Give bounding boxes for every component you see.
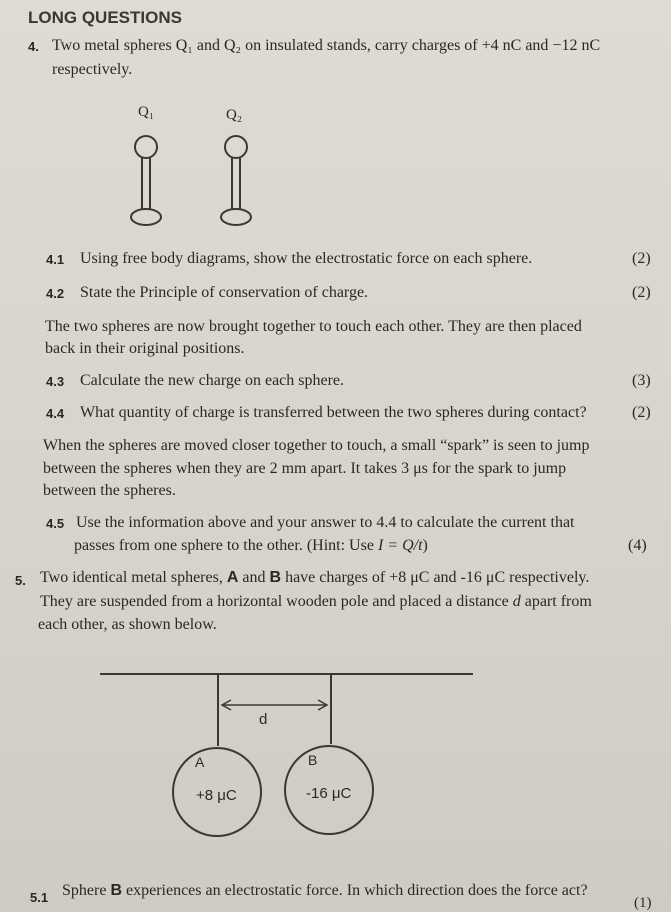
question-4-4-text: What quantity of charge is transferred between the two spheres during contact? bbox=[80, 404, 587, 421]
sphere-b-charge: -16 μC bbox=[306, 785, 352, 802]
sphere-q1-label: Q₁ bbox=[138, 104, 155, 120]
question-5-line1-text: Two identical metal spheres, bbox=[40, 569, 227, 586]
question-5-line1 bbox=[40, 567, 660, 589]
question-5-line3: each other, as shown below. bbox=[38, 616, 217, 633]
question-4-3-marks: (3) bbox=[632, 372, 651, 389]
question-4-5-number: 4.5 bbox=[46, 516, 65, 531]
paragraph-spark-line1: When the spheres are moved closer together to touch, a small “spark” is seen to jump bbox=[43, 437, 590, 454]
question-4-4-marks: (2) bbox=[632, 404, 651, 421]
sphere-a-label: A bbox=[195, 754, 205, 770]
question-5-1-marks: (1) bbox=[634, 895, 652, 911]
question-5-line1-and: and bbox=[238, 569, 270, 586]
question-5-line2-rest: apart from bbox=[520, 593, 592, 610]
section-heading: LONG QUESTIONS bbox=[28, 8, 182, 27]
question-4-2-number: 4.2 bbox=[46, 286, 65, 301]
sphere-q2-label: Q₂ bbox=[226, 107, 243, 123]
current-formula: I = Q/t bbox=[377, 537, 423, 554]
question-4-1-marks: (2) bbox=[632, 250, 651, 267]
question-5-label-a: A bbox=[226, 569, 239, 586]
question-4-number: 4. bbox=[28, 39, 39, 54]
insulated-stands-diagram bbox=[120, 125, 260, 235]
sphere-q1 bbox=[135, 136, 157, 158]
question-4-5-line2-close: ) bbox=[422, 537, 428, 554]
question-4-text-line1: Two metal spheres Q₁ and Q₂ on insulated stands, carry charges of +4 nC and −12 nC bbox=[52, 37, 601, 54]
paragraph-spark-line2: between the spheres when they are 2 mm apart. It takes 3 μs for the spark to jump bbox=[43, 460, 567, 477]
suspended-spheres-diagram bbox=[95, 662, 485, 852]
question-4-2-text: State the Principle of conservation of charge. bbox=[80, 284, 369, 301]
question-4-5-line2 bbox=[74, 535, 428, 557]
sphere-a-charge: +8 μC bbox=[196, 787, 237, 804]
question-5-line2 bbox=[40, 591, 665, 613]
question-4-4-number: 4.4 bbox=[46, 406, 65, 421]
question-4-2-marks: (2) bbox=[632, 284, 651, 301]
question-5-1-text-start: Sphere bbox=[62, 882, 111, 899]
question-5-label-b: B bbox=[269, 569, 282, 586]
paragraph-contact-line1: The two spheres are now brought together to touch each other. They are then placed bbox=[45, 318, 582, 335]
question-4-3-text: Calculate the new charge on each sphere. bbox=[80, 372, 345, 389]
question-5-1-label-b: B bbox=[110, 882, 122, 899]
question-5-number: 5. bbox=[15, 573, 26, 588]
question-5-line1-rest: have charges of +8 μC and -16 μC respectively. bbox=[281, 569, 590, 586]
question-5-1-text bbox=[62, 880, 662, 902]
question-4-1-text: Using free body diagrams, show the electrostatic force on each sphere. bbox=[80, 250, 533, 267]
question-5-line2-text: They are suspended from a horizontal wooden pole and placed a distance bbox=[40, 593, 513, 610]
distance-arrow bbox=[222, 700, 327, 710]
sphere-b-label: B bbox=[308, 752, 318, 768]
question-5-distance-symbol: d bbox=[512, 593, 521, 610]
paragraph-contact-line2: back in their original positions. bbox=[45, 340, 245, 357]
question-4-5-marks: (4) bbox=[628, 537, 647, 554]
question-5-1-number: 5.1 bbox=[30, 890, 49, 905]
stand-q1 bbox=[131, 136, 161, 225]
question-4-1-number: 4.1 bbox=[46, 252, 65, 267]
distance-label: d bbox=[259, 711, 268, 728]
question-4-3-number: 4.3 bbox=[46, 374, 65, 389]
question-4-5-line2-text: passes from one sphere to the other. (Hint: Use bbox=[74, 537, 378, 554]
question-4-5-line1: Use the information above and your answer to 4.4 to calculate the current that bbox=[76, 514, 575, 531]
stand-q2 bbox=[221, 136, 251, 225]
question-5-1-text-rest: experiences an electrostatic force. In which direction does the force act? bbox=[122, 882, 588, 899]
sphere-q2 bbox=[225, 136, 247, 158]
paragraph-spark-line3: between the spheres. bbox=[43, 482, 176, 499]
question-4-text-line2: respectively. bbox=[52, 61, 133, 78]
